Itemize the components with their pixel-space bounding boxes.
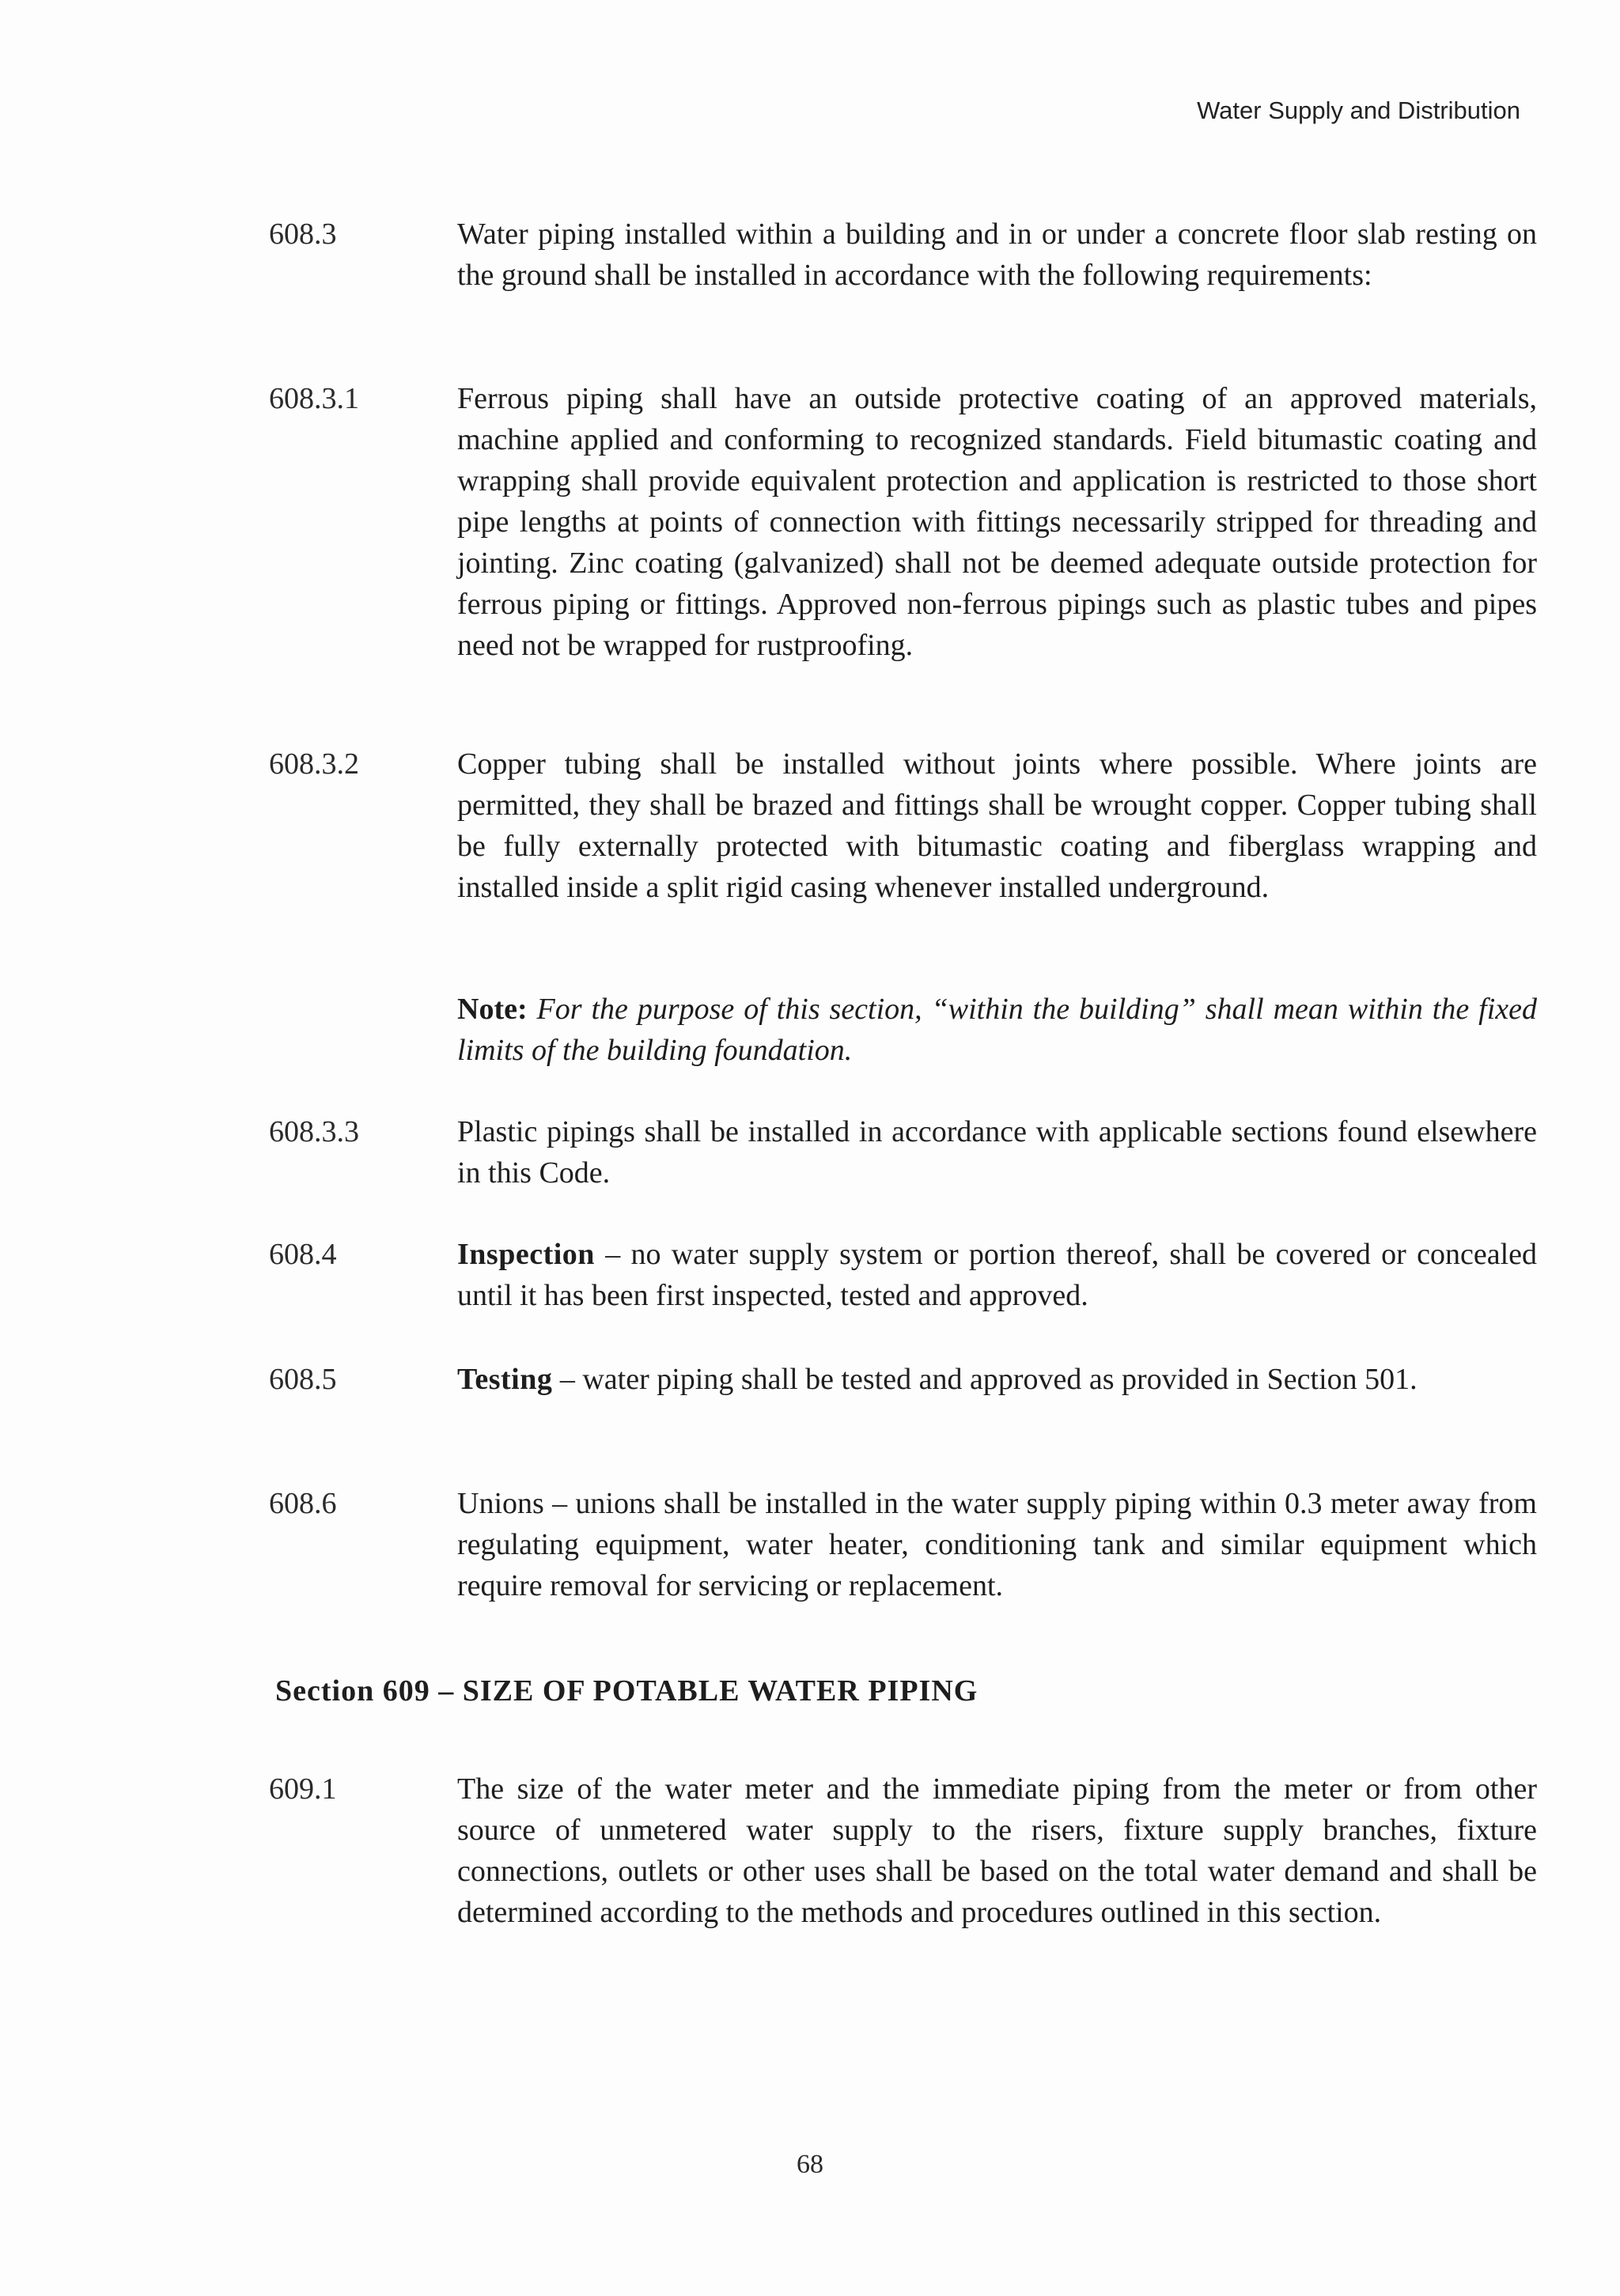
note-text: For the purpose of this section, “within the building” shall mean within the fixed limits of the building foundation.	[457, 993, 1537, 1067]
clause-number: 608.3.3	[269, 1115, 359, 1148]
section-heading: Section 609 – SIZE OF POTABLE WATER PIPING	[275, 1674, 978, 1708]
clause-number: 608.3	[269, 217, 337, 251]
clause-rest: – water piping shall be tested and approved as provided in Section 501.	[552, 1363, 1418, 1396]
clause-text	[457, 1234, 1537, 1316]
clause-lead: Inspection	[457, 1238, 595, 1271]
clause-text: Plastic pipings shall be installed in accordance with applicable sections found elsewhere in this Code.	[457, 1115, 1537, 1190]
clause-number: 608.4	[269, 1238, 337, 1271]
clause-lead: Testing	[457, 1363, 553, 1396]
clause-number: 609.1	[269, 1772, 337, 1806]
clause-text: Ferrous piping shall have an outside protective coating of an approved materials, machine applied and conforming to recognized standards. Field bitumastic coating and wrapping shall provide equivalent protection and application is restricted to those short pipe lengths at points of connection with fittings necessarily stripped for threading and jointing. Zinc coating (galvanized) shall not be deemed adequate outside protection for ferrous piping or fittings. Approved non-ferrous pipings such as plastic tubes and pipes need not be wrapped for rustproofing.	[457, 382, 1537, 662]
clause-text	[457, 1359, 1537, 1400]
clause-number: 608.3.1	[269, 382, 359, 415]
note	[457, 989, 1537, 1071]
note-label: Note:	[457, 993, 528, 1026]
clause-text: Unions – unions shall be installed in the water supply piping within 0.3 meter away from regulating equipment, water heater, conditioning tank and similar equipment which require removal for servicing or replacement.	[457, 1487, 1537, 1602]
clause-number: 608.6	[269, 1487, 337, 1520]
page-number: 68	[797, 2150, 823, 2179]
clause-text: Copper tubing shall be installed without joints where possible. Where joints are permitted, they shall be brazed and fittings shall be wrought copper. Copper tubing shall be fully externally protected with bitumastic coating and fiberglass wrapping and installed inside a split rigid casing whenever installed underground.	[457, 747, 1537, 904]
clause-number: 608.3.2	[269, 747, 359, 781]
clause-rest: – no water supply system or portion thereof, shall be covered or concealed until it has been first inspected, tested and approved.	[457, 1238, 1537, 1312]
clause-text: The size of the water meter and the immediate piping from the meter or from other source of unmetered water supply to the risers, fixture supply branches, fixture connections, outlets or other uses shall be based on the total water demand and shall be determined according to the methods and procedures outlined in this section.	[457, 1772, 1537, 1929]
clause-number: 608.5	[269, 1363, 337, 1396]
running-header: Water Supply and Distribution	[1197, 96, 1520, 124]
clause-text: Water piping installed within a building and in or under a concrete floor slab resting on the ground shall be installed in accordance with the following requirements:	[457, 217, 1537, 292]
